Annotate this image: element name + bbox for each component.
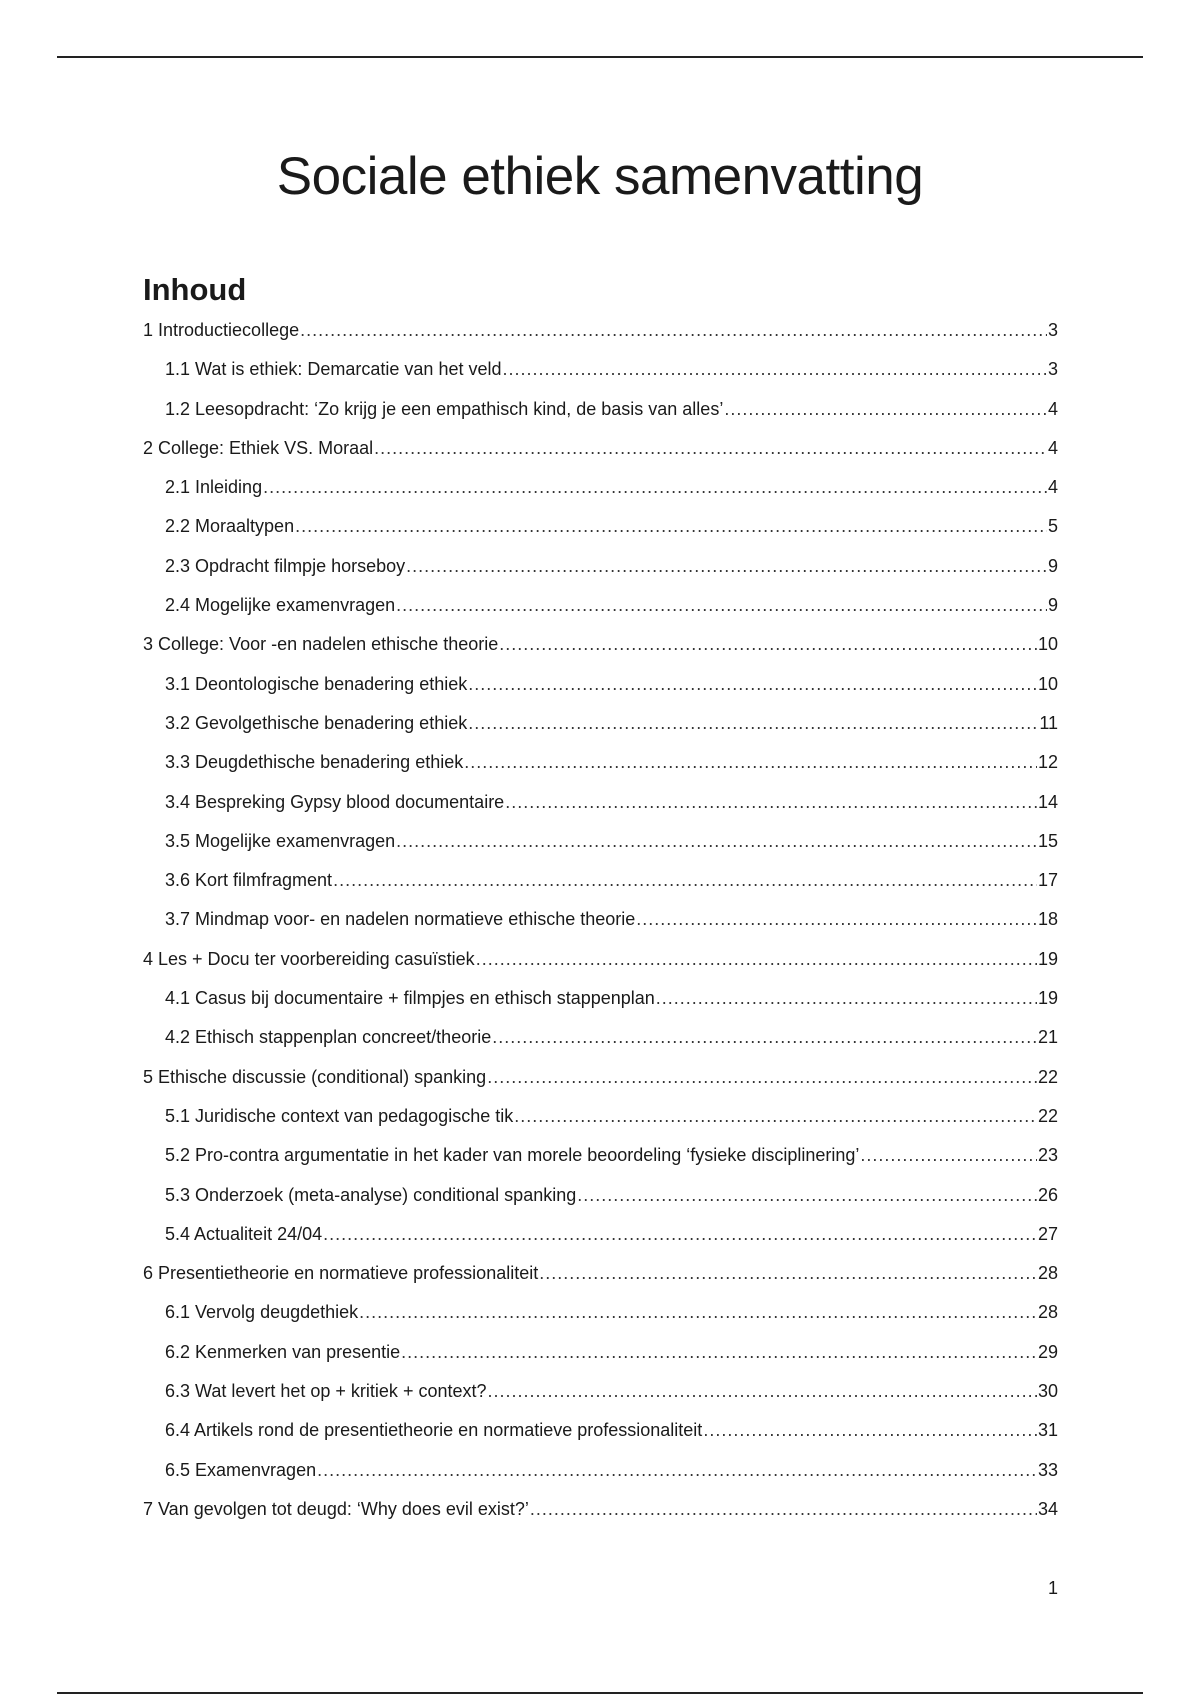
toc-entry[interactable] — [143, 359, 1058, 398]
toc-leader-dots — [333, 870, 1037, 891]
toc-entry-label: 3.7 Mindmap voor- en nadelen normatieve ethische theorie — [165, 909, 636, 930]
toc-entry-page: 23 — [1037, 1145, 1058, 1166]
toc-entry-page: 22 — [1037, 1066, 1058, 1087]
toc-entry[interactable] — [143, 870, 1058, 909]
toc-leader-dots — [487, 1067, 1037, 1088]
toc-entry-page: 19 — [1037, 948, 1058, 969]
toc-leader-dots — [636, 909, 1037, 930]
toc-leader-dots — [539, 1263, 1037, 1284]
toc-entry[interactable] — [143, 1499, 1058, 1538]
toc-entry-page: 3 — [1047, 320, 1058, 340]
toc-entry[interactable] — [143, 1224, 1058, 1263]
toc-entry-page: 4 — [1047, 398, 1058, 419]
toc-entry-label: 1 Introductiecollege — [143, 320, 300, 340]
toc-leader-dots — [499, 634, 1037, 655]
toc-entry[interactable] — [143, 595, 1058, 634]
toc-entry-label: 1.2 Leesopdracht: ‘Zo krijg je een empathisch kind, de basis van alles’ — [165, 398, 724, 419]
toc-entry-label: 5.3 Onderzoek (meta-analyse) conditional spanking — [165, 1184, 577, 1205]
toc-entry-page: 3 — [1047, 359, 1058, 380]
toc-entry[interactable] — [143, 792, 1058, 831]
toc-entry[interactable] — [143, 1067, 1058, 1106]
toc-entry[interactable] — [143, 1106, 1058, 1145]
toc-entry-page: 4 — [1047, 477, 1058, 498]
toc-leader-dots — [359, 1302, 1037, 1323]
toc-leader-dots — [505, 792, 1037, 813]
toc-entry-label: 4.2 Ethisch stappenplan concreet/theorie — [165, 1027, 492, 1048]
toc-entry-page: 9 — [1047, 555, 1058, 576]
toc-heading: Inhoud — [143, 272, 247, 307]
toc-entry-label: 3.1 Deontologische benadering ethiek — [165, 673, 468, 694]
toc-entry-label: 3.2 Gevolgethische benadering ethiek — [165, 712, 468, 733]
toc-entry-label: 6.2 Kenmerken van presentie — [165, 1341, 401, 1362]
toc-entry-label: 6.5 Examenvragen — [165, 1459, 317, 1480]
toc-entry-page: 30 — [1037, 1381, 1058, 1402]
toc-entry-label: 2.1 Inleiding — [165, 477, 263, 498]
toc-entry[interactable] — [143, 1342, 1058, 1381]
table-of-contents — [143, 320, 1058, 1538]
toc-entry[interactable] — [143, 988, 1058, 1027]
toc-leader-dots — [476, 949, 1037, 970]
toc-leader-dots — [860, 1145, 1037, 1166]
toc-leader-dots — [295, 516, 1047, 537]
toc-entry[interactable] — [143, 1263, 1058, 1302]
toc-entry[interactable] — [143, 831, 1058, 870]
toc-entry[interactable] — [143, 399, 1058, 438]
toc-entry-page: 15 — [1037, 830, 1058, 851]
toc-entry[interactable] — [143, 1420, 1058, 1459]
toc-entry-label: 3.3 Deugdethische benadering ethiek — [165, 752, 464, 773]
toc-entry-page: 28 — [1037, 1302, 1058, 1323]
toc-leader-dots — [514, 1106, 1037, 1127]
toc-entry-page: 18 — [1037, 909, 1058, 930]
toc-entry[interactable] — [143, 713, 1058, 752]
toc-leader-dots — [503, 359, 1047, 380]
toc-entry-page: 5 — [1047, 516, 1058, 537]
toc-entry-label: 2 College: Ethiek VS. Moraal — [143, 437, 374, 458]
toc-leader-dots — [577, 1185, 1037, 1206]
page-number: 1 — [1047, 1578, 1058, 1598]
toc-entry-page: 28 — [1037, 1263, 1058, 1284]
toc-leader-dots — [703, 1420, 1037, 1441]
toc-entry[interactable] — [143, 674, 1058, 713]
toc-leader-dots — [396, 595, 1047, 616]
toc-leader-dots — [488, 1381, 1037, 1402]
toc-entry-label: 3 College: Voor -en nadelen ethische theorie — [143, 634, 499, 655]
toc-entry-label: 4.1 Casus bij documentaire + filmpjes en ethisch stappenplan — [165, 988, 655, 1009]
toc-entry[interactable] — [143, 1302, 1058, 1341]
toc-entry-page: 21 — [1037, 1027, 1058, 1048]
toc-entry-label: 6 Presentietheorie en normatieve professionaliteit — [143, 1263, 539, 1284]
header-rule — [57, 56, 1143, 58]
toc-leader-dots — [374, 438, 1047, 459]
toc-leader-dots — [464, 752, 1037, 773]
toc-entry[interactable] — [143, 1460, 1058, 1499]
toc-entry-label: 5.4 Actualiteit 24/04 — [165, 1223, 323, 1244]
toc-leader-dots — [263, 477, 1047, 498]
toc-entry-label: 3.4 Bespreking Gypsy blood documentaire — [165, 791, 505, 812]
toc-entry-label: 6.3 Wat levert het op + kritiek + context? — [165, 1381, 487, 1402]
toc-entry-page: 9 — [1047, 595, 1058, 616]
toc-entry-label: 6.4 Artikels rond de presentietheorie en normatieve professionaliteit — [165, 1420, 703, 1441]
toc-entry-page: 17 — [1037, 870, 1058, 891]
toc-entry-page: 33 — [1037, 1459, 1058, 1480]
toc-entry-page: 10 — [1037, 673, 1058, 694]
document-title: Sociale ethiek samenvatting — [276, 147, 924, 206]
toc-entry-label: 7 Van gevolgen tot deugd: ‘Why does evil exist?’ — [143, 1498, 529, 1519]
toc-leader-dots — [724, 399, 1047, 420]
toc-leader-dots — [317, 1460, 1037, 1481]
toc-leader-dots — [300, 320, 1047, 341]
toc-entry-label: 4 Les + Docu ter voorbereiding casuïstiek — [143, 948, 475, 969]
toc-entry[interactable] — [143, 1185, 1058, 1224]
toc-entry-label: 3.5 Mogelijke examenvragen — [165, 830, 396, 851]
toc-entry-page: 26 — [1037, 1184, 1058, 1205]
toc-leader-dots — [468, 713, 1038, 734]
toc-entry-page: 19 — [1037, 988, 1058, 1009]
toc-entry[interactable] — [143, 1145, 1058, 1184]
toc-entry-page: 11 — [1039, 712, 1058, 733]
toc-entry-page: 12 — [1037, 752, 1058, 773]
toc-entry[interactable] — [143, 516, 1058, 555]
toc-entry-label: 2.3 Opdracht filmpje horseboy — [165, 555, 406, 576]
footer-rule — [57, 1692, 1143, 1694]
toc-entry-page: 10 — [1037, 634, 1058, 655]
toc-entry-label: 5.2 Pro-contra argumentatie in het kader van morele beoordeling ‘fysieke disciplinering’ — [165, 1145, 860, 1166]
toc-entry-page: 4 — [1047, 437, 1058, 458]
toc-entry[interactable] — [143, 949, 1058, 988]
toc-leader-dots — [401, 1342, 1037, 1363]
toc-leader-dots — [406, 556, 1047, 577]
toc-entry[interactable] — [143, 477, 1058, 516]
toc-entry[interactable] — [143, 438, 1058, 477]
toc-leader-dots — [323, 1224, 1037, 1245]
toc-entry-label: 3.6 Kort filmfragment — [165, 870, 333, 891]
toc-entry-label: 6.1 Vervolg deugdethiek — [165, 1302, 359, 1323]
toc-entry-label: 2.2 Moraaltypen — [165, 516, 295, 537]
toc-leader-dots — [492, 1027, 1037, 1048]
toc-entry[interactable] — [143, 1381, 1058, 1420]
toc-entry-page: 34 — [1037, 1498, 1058, 1519]
toc-entry-label: 5.1 Juridische context van pedagogische tik — [165, 1105, 514, 1126]
toc-entry[interactable] — [143, 752, 1058, 791]
toc-entry-page: 22 — [1037, 1105, 1058, 1126]
toc-entry[interactable] — [143, 909, 1058, 948]
toc-entry[interactable] — [143, 320, 1058, 359]
toc-entry[interactable] — [143, 634, 1058, 673]
toc-entry-label: 1.1 Wat is ethiek: Demarcatie van het veld — [165, 359, 502, 380]
toc-entry-page: 31 — [1037, 1420, 1058, 1441]
toc-leader-dots — [530, 1499, 1037, 1520]
toc-entry-page: 27 — [1037, 1223, 1058, 1244]
toc-entry-label: 5 Ethische discussie (conditional) spanking — [143, 1066, 487, 1087]
toc-entry[interactable] — [143, 556, 1058, 595]
toc-leader-dots — [396, 831, 1037, 852]
toc-entry[interactable] — [143, 1027, 1058, 1066]
toc-leader-dots — [656, 988, 1037, 1009]
toc-entry-page: 29 — [1037, 1341, 1058, 1362]
toc-entry-label: 2.4 Mogelijke examenvragen — [165, 595, 396, 616]
toc-entry-page: 14 — [1037, 791, 1058, 812]
toc-leader-dots — [468, 674, 1037, 695]
